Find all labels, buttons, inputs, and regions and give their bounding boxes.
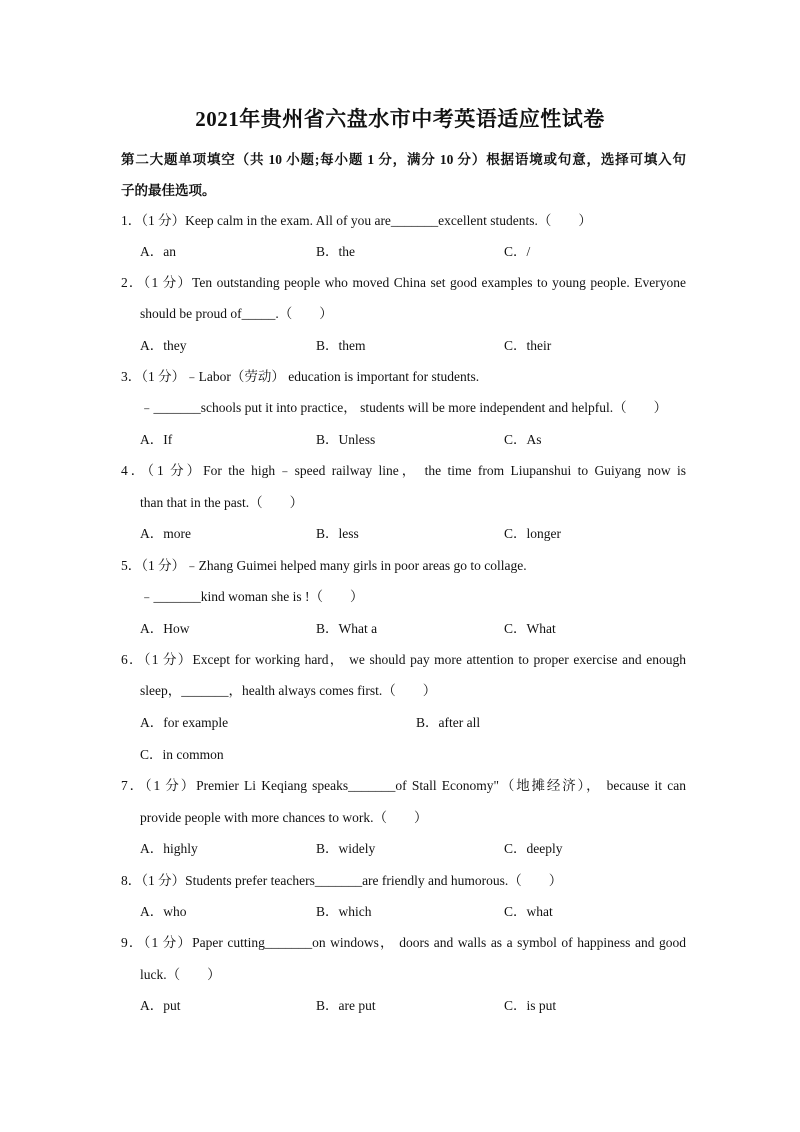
question-4-option-c: C．longer [504,526,561,541]
question-8-option-c: C．what [504,904,553,919]
question-1-option-a: A．an [140,244,176,259]
question-3-stem-line1: 3．（1 分）﹣Labor（劳动） education is important for students. [121,369,480,384]
question-2-option-a: A．they [140,338,187,353]
question-8-option-a: A．who [140,904,187,919]
question-9-option-c: C．is put [504,998,557,1013]
question-5-stem-line1: 5．（1 分）﹣Zhang Guimei helped many girls in poor areas go to collage. [121,558,527,573]
question-3-stem-line2: ﹣_______schools put it into practice， students will be more independent and helpful.（ ） [140,400,668,415]
question-6-stem-line1: 6．（1 分）Except for working hard， we should pay more attention to proper exercise and enough [121,652,686,667]
question-9-option-a: A．put [140,998,181,1013]
question-3-option-c: C．As [504,432,542,447]
section-instruction-line1: 第二大题单项填空（共 10 小题;每小题 1 分，满分 10 分）根据语境或句意，选择可填入句 [121,152,686,167]
question-9-option-b: B．are put [316,998,376,1013]
question-3-option-b: B．Unless [316,432,376,447]
question-5-stem-line2: ﹣_______kind woman she is !（ ） [140,589,364,604]
question-9-stem-line2: luck.（ ） [140,967,221,982]
question-5-option-c: C．What [504,621,556,636]
question-2-stem-line2: should be proud of_____.（ ） [140,306,333,321]
question-4-option-a: A．more [140,526,191,541]
question-1-option-c: C．/ [504,244,531,259]
question-2-stem-line1: 2．（1 分）Ten outstanding people who moved China set good examples to young people. Everyone [121,275,686,290]
question-4-option-b: B．less [316,526,359,541]
question-1-stem: 1．（1 分）Keep calm in the exam. All of you are_______excellent students.（ ） [121,213,592,228]
question-9-stem-line1: 9．（1 分）Paper cutting_______on windows， doors and walls as a symbol of happiness and good [121,935,686,950]
section-instruction-line2: 子的最佳选项。 [121,183,216,198]
question-8-stem: 8．（1 分）Students prefer teachers_______are friendly and humorous.（ ） [121,873,563,888]
question-7-option-c: C．deeply [504,841,563,856]
question-7-stem-line2: provide people with more chances to work.（ ） [140,810,428,825]
question-5-option-b: B．What a [316,621,378,636]
question-8-option-b: B．which [316,904,372,919]
question-6-stem-line2: sleep，_______，health always comes first.（ ） [140,683,437,698]
question-7-stem-line1: 7．（1 分）Premier Li Keqiang speaks_______of Stall Economy"（地摊经济）， because it can [121,778,686,793]
question-4-stem-line2: than that in the past.（ ） [140,495,304,510]
question-4-stem-line1: 4．（1 分）For the high﹣speed railway line， the time from Liupanshui to Guiyang now is [121,463,686,478]
question-7-option-b: B．widely [316,841,376,856]
question-1-option-b: B．the [316,244,355,259]
page-title: 2021年贵州省六盘水市中考英语适应性试卷 [195,107,605,131]
question-6-option-c: C．in common [140,747,224,762]
question-2-option-c: C．their [504,338,552,353]
question-6-option-b: B．after all [416,715,481,730]
question-2-option-b: B．them [316,338,366,353]
question-3-option-a: A．If [140,432,173,447]
question-5-option-a: A．How [140,621,190,636]
question-7-option-a: A．highly [140,841,198,856]
question-6-option-a: A．for example [140,715,229,730]
